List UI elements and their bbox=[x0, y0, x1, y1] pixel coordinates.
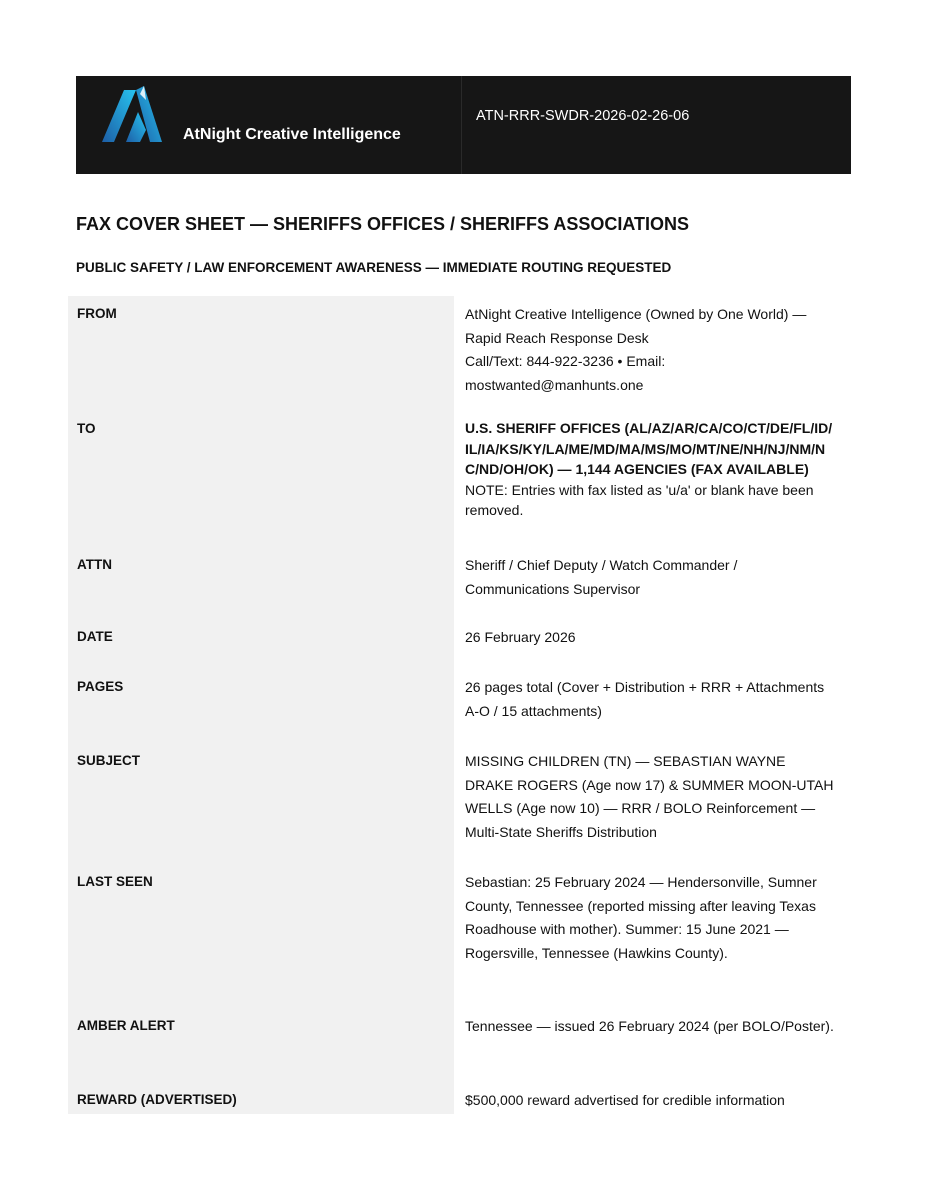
from-line-1: AtNight Creative Intelligence (Owned by One World) — bbox=[465, 306, 807, 322]
amber-alert-label: AMBER ALERT bbox=[68, 1008, 454, 1082]
reward-label: REWARD (ADVERTISED) bbox=[68, 1082, 454, 1114]
amber-alert-value: Tennessee — issued 26 February 2024 (per BOLO/Poster). bbox=[465, 1018, 834, 1034]
reward-value: $500,000 reward advertised for credible information bbox=[465, 1092, 785, 1108]
to-note: NOTE: Entries with fax listed as 'u/a' or blank have been removed. bbox=[465, 481, 814, 518]
reference-number: ATN-RRR-SWDR-2026-02-26-06 bbox=[476, 108, 690, 124]
document-title: FAX COVER SHEET — SHERIFFS OFFICES / SHERIFFS ASSOCIATIONS bbox=[76, 214, 690, 234]
row-pages bbox=[68, 669, 844, 743]
pages-label: PAGES bbox=[68, 669, 454, 743]
to-value bbox=[454, 411, 844, 547]
row-reward bbox=[68, 1082, 844, 1114]
attn-label: ATTN bbox=[68, 547, 454, 619]
subject-value: MISSING CHILDREN (TN) — SEBASTIAN WAYNE DRAKE ROGERS (Age now 17) & SUMMER MOON-UTAH WELLS (Age now 10) — RRR / BOLO Reinforcement — Multi-State Sheriffs Distribution bbox=[465, 753, 834, 840]
from-value bbox=[454, 296, 844, 411]
row-amber-alert bbox=[68, 1008, 844, 1082]
last-seen-label: LAST SEEN bbox=[68, 864, 454, 1008]
header-divider bbox=[461, 76, 462, 174]
to-recipients: U.S. SHERIFF OFFICES (AL/AZ/AR/CA/CO/CT/DE/FL/ID/IL/IA/KS/KY/LA/ME/MD/MA/MS/MO/MT/NE/NH/NJ/NM/NC/ND/OH/OK) — 1,144 AGENCIES (FAX AVAILABLE) bbox=[465, 420, 833, 477]
from-label: FROM bbox=[68, 296, 454, 411]
to-label: TO bbox=[68, 411, 454, 547]
row-to bbox=[68, 411, 844, 547]
from-line-2: Rapid Reach Response Desk bbox=[465, 329, 649, 346]
date-value: 26 February 2026 bbox=[465, 629, 576, 645]
header-band bbox=[76, 76, 851, 174]
row-attn bbox=[68, 547, 844, 619]
row-from bbox=[68, 296, 844, 411]
cover-info-table bbox=[68, 296, 844, 1114]
document-subtitle: PUBLIC SAFETY / LAW ENFORCEMENT AWARENESS — IMMEDIATE ROUTING REQUESTED bbox=[76, 260, 672, 275]
row-date bbox=[68, 619, 844, 669]
last-seen-value: Sebastian: 25 February 2024 — Hendersonville, Sumner County, Tennessee (reported missing after leaving Texas Roadhouse with mother). Summer: 15 June 2021 — Rogersville, Tennessee (Hawkins County). bbox=[465, 874, 817, 961]
from-email: mostwanted@manhunts.one bbox=[465, 376, 644, 393]
atnight-logo-icon bbox=[100, 84, 164, 144]
row-subject bbox=[68, 743, 844, 864]
pages-value: 26 pages total (Cover + Distribution + RRR + Attachments A-O / 15 attachments) bbox=[465, 679, 825, 719]
row-last-seen bbox=[68, 864, 844, 1008]
date-label: DATE bbox=[68, 619, 454, 669]
attn-value: Sheriff / Chief Deputy / Watch Commander / Communications Supervisor bbox=[465, 557, 738, 597]
from-line-3: Call/Text: 844-922-3236 • Email: bbox=[465, 353, 666, 369]
brand-name: AtNight Creative Intelligence bbox=[183, 126, 401, 143]
subject-label: SUBJECT bbox=[68, 743, 454, 864]
